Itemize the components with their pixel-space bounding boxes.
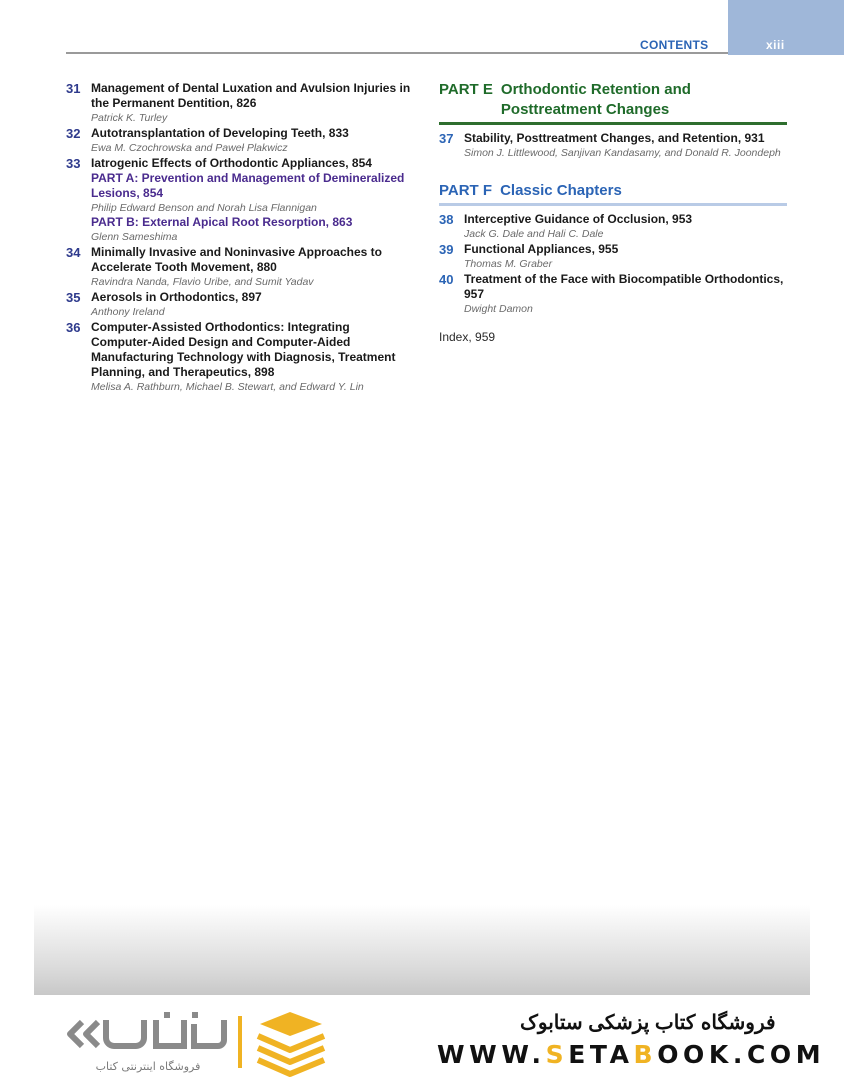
chapter-authors: Jack G. Dale and Hali C. Dale <box>464 228 604 240</box>
chapter-number: 34 <box>66 245 81 260</box>
chapter-title[interactable]: Autotransplantation of Developing Teeth, 833 <box>91 126 349 140</box>
page-bottom-shadow <box>34 905 810 995</box>
chapter-title[interactable]: Management of Dental Luxation and Avulsion Injuries in the Permanent Dentition, 826 <box>91 81 411 110</box>
chapter-part-title[interactable]: PART A: Prevention and Management of Demineralized Lesions, 854 <box>91 171 405 200</box>
chapter-number: 33 <box>66 156 81 171</box>
chapter-part-authors: Glenn Sameshima <box>91 231 178 243</box>
page-number-tab <box>728 0 844 55</box>
chapter-title[interactable]: Computer-Assisted Orthodontics: Integrating Computer-Aided Design and Computer-Aided Manufacturing Technology with Diagnosis, Treatment Planning, and Therapeutics, 898 <box>91 320 396 379</box>
chapter-part-title[interactable]: PART B: External Apical Root Resorption, 863 <box>91 215 353 229</box>
chapter-authors: Dwight Damon <box>464 303 533 315</box>
url-mid: ETA <box>568 1040 634 1069</box>
chapter-number: 40 <box>439 272 454 287</box>
chapter-authors: Ravindra Nanda, Flavio Uribe, and Sumit Yadav <box>91 276 314 288</box>
toc-entry[interactable] <box>66 290 411 319</box>
setabook-logo-icon <box>60 1010 330 1080</box>
chapter-authors: Simon J. Littlewood, Sanjivan Kandasamy, and Donald R. Joondeph <box>464 147 781 159</box>
chapter-title[interactable]: Stability, Posttreatment Changes, and Retention, 931 <box>464 131 765 145</box>
part-e-title: Orthodontic Retention and Posttreatment Changes <box>500 81 691 118</box>
toc-entry[interactable] <box>439 242 787 271</box>
setabook-logo[interactable] <box>60 1010 330 1080</box>
toc-entry[interactable] <box>439 212 787 241</box>
page-number: xiii <box>766 38 785 52</box>
logo-caption: فروشگاه اینترنتی کتاب <box>95 1060 201 1073</box>
index-entry[interactable]: Index, 959 <box>439 330 496 344</box>
chapter-title[interactable]: Minimally Invasive and Noninvasive Approaches to Accelerate Tooth Movement, 880 <box>91 245 382 274</box>
url-prefix: WWW. <box>437 1040 546 1069</box>
toc-entry[interactable] <box>439 131 787 160</box>
chapter-authors: Ewa M. Czochrowska and Paweł Plakwicz <box>91 142 288 154</box>
part-f-label: PART F <box>439 182 493 199</box>
chapter-part-authors: Philip Edward Benson and Norah Lisa Flannigan <box>91 202 317 214</box>
chapter-authors: Patrick K. Turley <box>91 112 168 124</box>
chapter-title[interactable]: Treatment of the Face with Biocompatible Orthodontics, 957 <box>464 272 784 301</box>
toc-entry[interactable] <box>66 156 411 244</box>
toc-entry[interactable] <box>66 81 411 125</box>
section-title: CONTENTS <box>640 38 709 52</box>
chapter-number: 32 <box>66 126 81 141</box>
toc-right-column <box>439 80 787 344</box>
toc-entry[interactable] <box>66 320 411 394</box>
part-e-label: PART E <box>439 81 493 98</box>
chapter-number: 38 <box>439 212 454 227</box>
toc-entry[interactable] <box>439 272 787 316</box>
toc-entry[interactable] <box>66 126 411 155</box>
store-name: فروشگاه کتاب پزشکی ستابوک <box>520 1012 776 1034</box>
header-rule <box>66 52 728 54</box>
chapter-authors: Thomas M. Graber <box>464 258 553 270</box>
chapter-number: 37 <box>439 131 454 146</box>
url-suffix: OOK.COM <box>657 1040 826 1069</box>
chapter-title[interactable]: Interceptive Guidance of Occlusion, 953 <box>464 212 693 226</box>
url-highlight: B <box>633 1040 658 1069</box>
part-e-heading[interactable] <box>439 80 787 125</box>
chapter-authors: Melisa A. Rathburn, Michael B. Stewart, and Edward Y. Lin <box>91 381 364 393</box>
toc-entry[interactable] <box>66 245 411 289</box>
chapter-number: 31 <box>66 81 81 96</box>
toc-left-column <box>66 81 411 395</box>
chapter-title[interactable]: Iatrogenic Effects of Orthodontic Appliances, 854 <box>91 156 372 170</box>
url-highlight: S <box>545 1040 569 1069</box>
part-f-heading[interactable] <box>439 181 787 206</box>
part-f-title: Classic Chapters <box>500 182 622 199</box>
chapter-title[interactable]: Functional Appliances, 955 <box>464 242 619 256</box>
site-url[interactable] <box>437 1040 825 1069</box>
chapter-title[interactable]: Aerosols in Orthodontics, 897 <box>91 290 262 304</box>
chapter-authors: Anthony Ireland <box>91 306 165 318</box>
chapter-number: 36 <box>66 320 81 335</box>
chapter-number: 39 <box>439 242 454 257</box>
chapter-number: 35 <box>66 290 81 305</box>
